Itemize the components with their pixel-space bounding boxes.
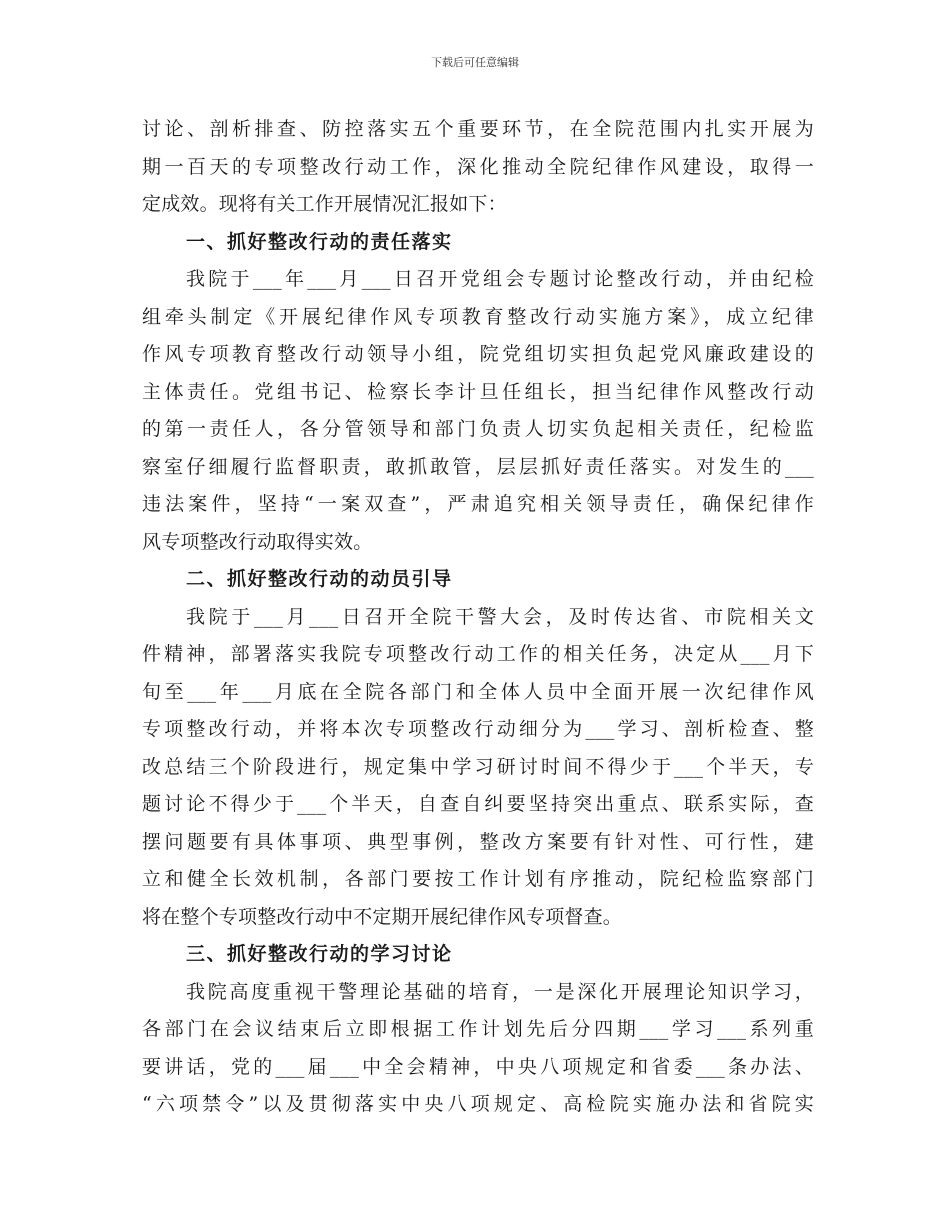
section-heading: 二、抓好整改行动的动员引导: [186, 568, 453, 590]
text-line: 摆问题要有具体事项、典型事例，整改方案要有针对性、可行性，建: [142, 830, 814, 853]
paragraph: [142, 261, 814, 561]
text-line: 我院于___年___月___日召开党组会专题讨论整改行动，并由纪检: [186, 268, 814, 290]
section-heading: 一、抓好整改行动的责任落实: [186, 230, 453, 253]
text-line: 主体责任。党组书记、检察长李计旦任组长，担当纪律作风整改行动: [142, 380, 814, 403]
paragraph: [142, 599, 814, 937]
text-line: 期一百天的专项整改行动工作，深化推动全院纪律作风建设，取得一: [142, 155, 814, 178]
text-line: 要讲话，党的___届___中全会精神，中央八项规定和省委___条办法、: [142, 1055, 814, 1078]
text-line: 察室仔细履行监督职责，敢抓敢管，层层抓好责任落实。对发生的___: [142, 455, 814, 478]
text-line: 讨论、剖析排查、防控落实五个重要环节，在全院范围内扎实开展为: [142, 118, 814, 140]
text-line: 专项整改行动，并将本次专项整改行动细分为___学习、剖析检查、整: [142, 718, 814, 740]
text-line: 风专项整改行动取得实效。: [142, 530, 373, 553]
text-line: 违法案件，坚持“一案双查”，严肃追究相关领导责任，确保纪律作: [142, 493, 814, 515]
text-line: 将在整个专项整改行动中不定期开展纪律作风专项督查。: [142, 905, 623, 928]
document-body: [142, 111, 814, 1124]
paragraph: [142, 974, 814, 1124]
text-line: 我院于___月___日召开全院干警大会，及时传达省、市院相关文: [186, 605, 814, 628]
text-line: 作风专项教育整改行动领导小组，院党组切实担负起党风廉政建设的: [142, 343, 814, 365]
text-line: 定成效。现将有关工作开展情况汇报如下：: [142, 193, 507, 215]
page-header: 下载后可任意编辑: [431, 56, 519, 69]
paragraph: [142, 111, 814, 224]
text-line: 题讨论不得少于___个半天，自查自纠要坚持突出重点、联系实际，查: [142, 793, 814, 815]
text-line: 旬至___年___月底在全院各部门和全体人员中全面开展一次纪律作风: [142, 680, 814, 703]
text-line: 我院高度重视干警理论基础的培育，一是深化开展理论知识学习，: [186, 980, 814, 1003]
text-line: “六项禁令”以及贯彻落实中央八项规定、高检院实施办法和省院实: [142, 1093, 814, 1115]
text-line: 件精神，部署落实我院专项整改行动工作的相关任务，决定从___月下: [142, 643, 814, 665]
text-line: 各部门在会议结束后立即根据工作计划先后分四期___学习___系列重: [142, 1018, 814, 1040]
text-line: 组牵头制定《开展纪律作风专项教育整改行动实施方案》，成立纪律: [142, 305, 814, 328]
text-line: 立和健全长效机制，各部门要按工作计划有序推动，院纪检监察部门: [142, 868, 814, 890]
text-line: 的第一责任人，各分管领导和部门负责人切实负起相关责任，纪检监: [142, 418, 814, 440]
text-line: 改总结三个阶段进行，规定集中学习研讨时间不得少于___个半天，专: [142, 755, 814, 778]
section-heading: 三、抓好整改行动的学习讨论: [186, 943, 453, 965]
